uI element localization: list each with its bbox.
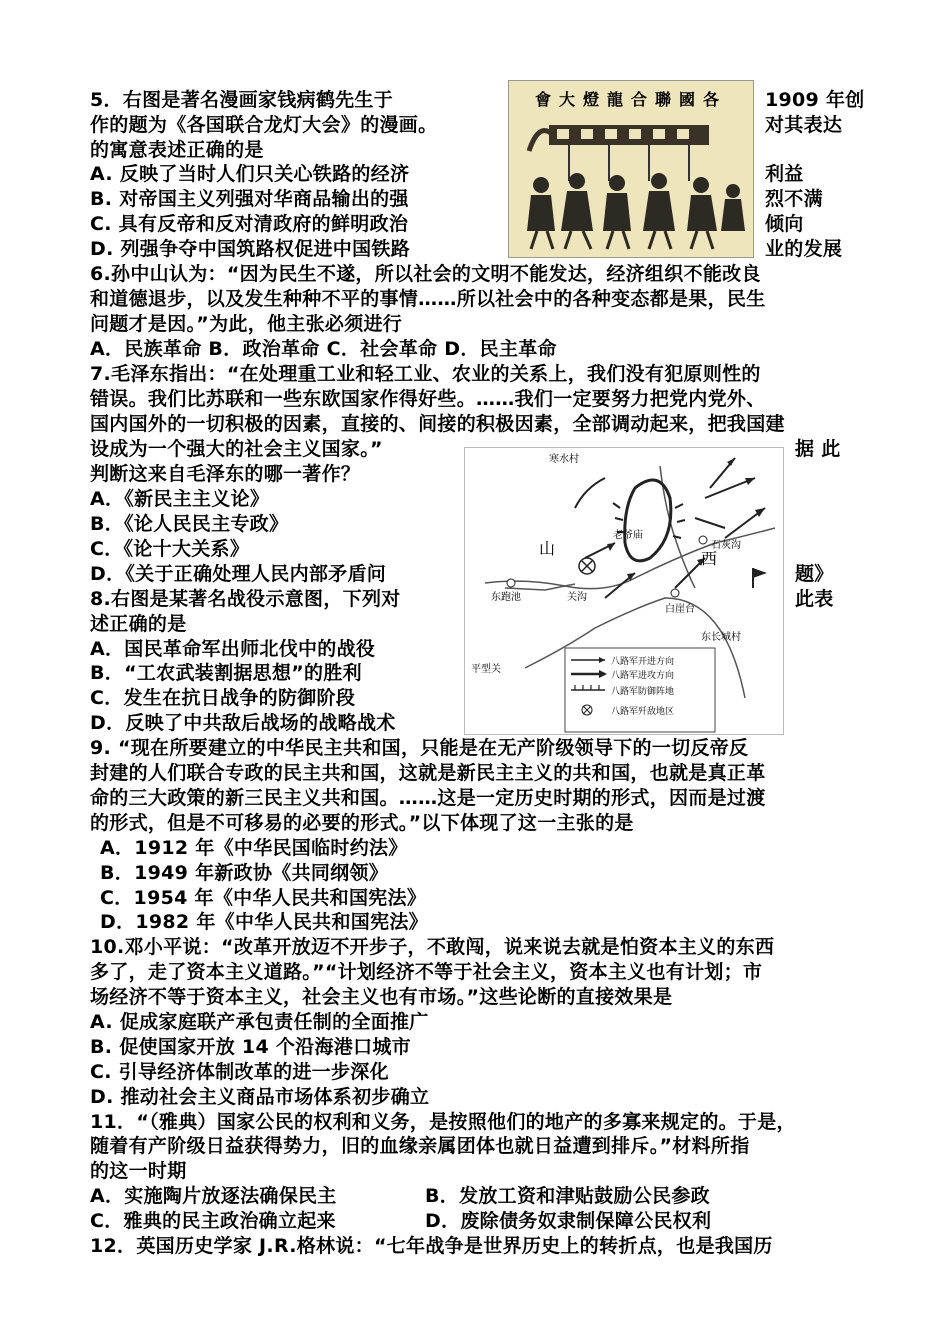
map-label-laoye: 老爷庙 (613, 530, 643, 541)
q7-option-d-cont: 题》 (795, 563, 834, 585)
q7-stem-line5: 判断这来自毛泽东的哪一著作？ (90, 463, 361, 485)
map-label-shihui: 石灰沟 (711, 540, 741, 551)
q11-option-a: A．实施陶片放逐法确保民主 (90, 1185, 337, 1207)
q10-option-b: B. 促使国家开放 14 个沿海港口城市 (90, 1036, 411, 1058)
q5-option-a-cont: 利益 (765, 163, 804, 185)
q5-stem-line3: 的寓意表述正确的是 (90, 139, 264, 161)
map-label-baiyatai: 白崖台 (665, 604, 695, 615)
q11-option-c: C．雅典的民主政治确立起来 (90, 1210, 336, 1232)
battle-map-figure (464, 447, 784, 735)
map-legend-3: 八路军防御阵地 (611, 687, 675, 697)
q7-stem-line3: 国内国外的一切积极的因素，直接的、间接的积极因素，全部调动起来，把我国建 (90, 413, 785, 435)
q8-stem-line1: 8.右图是某著名战役示意图，下列对 (90, 588, 401, 610)
q10-option-d: D. 推动社会主义商品市场体系初步确立 (90, 1086, 430, 1108)
q6-stem-line3: 问题才是因。”为此，他主张必须进行 (90, 313, 403, 335)
q7-stem-line4: 设成为一个强大的社会主义国家。” (90, 438, 383, 460)
q9-option-b: B．1949 年新政协《共同纲领》 (100, 862, 389, 884)
q5-option-a: A. 反映了当时人们只关心铁路的经济 (90, 163, 410, 185)
q10-stem-line3: 场经济不等于资本主义，社会主义也有市场。”这些论断的直接效果是 (90, 986, 673, 1008)
q5-stem-line1-cont: 1909 年创 (765, 89, 865, 111)
q9-stem-line1: 9. “现在所要建立的中华民主共和国，只能是在无产阶级领导下的一切反帝反 (90, 737, 749, 759)
q9-option-a: A．1912 年《中华民国临时约法》 (100, 837, 408, 859)
q5-option-d: D. 列强争夺中国筑路权促进中国铁路 (90, 238, 411, 260)
q6-stem-line2: 和道德退步，以及发生种种不平的事情……所以社会中的各种变态都是果，民生 (90, 288, 766, 310)
q5-option-c-cont: 倾向 (765, 213, 804, 235)
map-region-shan: 山 (539, 539, 556, 558)
q8-option-a: A．国民革命军出师北伐中的战役 (90, 638, 376, 660)
q10-stem-line2: 多了，走了资本主义道路。”“计划经济不等于社会主义，资本主义也有计划；市 (90, 961, 763, 983)
q7-option-a: A．《新民主主义论》 (90, 488, 270, 510)
q9-stem-line4: 的形式，但是不可移易的必要的形式。”以下体现了这一主张的是 (90, 812, 634, 834)
q11-stem-line1: 11．“（雅典）国家公民的权利和义务，是按照他们的地产的多寡来规定的。于是， (90, 1111, 796, 1133)
q8-option-b: B．“工农武装割据思想”的胜利 (90, 662, 362, 684)
q9-stem-line3: 命的三大政策的新三民主义共和国。……这是一定历史时期的形式，因而是过渡 (90, 787, 766, 809)
q7-option-d: D．《关于正确处理人民内部矛盾问 (90, 563, 387, 585)
q5-option-d-cont: 业的发展 (765, 238, 843, 260)
map-label-guangou: 关沟 (567, 592, 587, 603)
q6-options: A．民族革命 B．政治革命 C．社会革命 D．民主革命 (90, 338, 557, 360)
q10-option-c: C. 引导经济体制改革的进一步深化 (90, 1061, 389, 1083)
q9-option-c: C．1954 年《中华人民共和国宪法》 (100, 887, 427, 909)
map-label-dongchangcheng: 东长城村 (701, 632, 741, 643)
q9-option-d: D．1982 年《中华人民共和国宪法》 (100, 911, 428, 933)
map-label-hanshui: 寒水村 (549, 454, 579, 465)
cartoon-caption: 會大燈龍合聯國各 (534, 90, 727, 109)
cartoon-figure (508, 80, 754, 258)
q7-stem-line2: 错误。我们比苏联和一些东欧国家作得好些。……我们一定要努力把党内党外、 (90, 388, 766, 410)
q7-stem-line4-cont: 据 此 (795, 438, 841, 460)
q10-stem-line1: 10.邓小平说：“改革开放迈不开步子，不敢闯，说来说去就是怕资本主义的东西 (90, 936, 775, 958)
map-label-pingxingguan: 平型关 (471, 664, 501, 675)
q8-option-d: D．反映了中共敌后战场的战略战术 (90, 712, 396, 734)
q10-option-a: A. 促成家庭联产承包责任制的全面推广 (90, 1011, 429, 1033)
q5-option-b: B. 对帝国主义列强对华商品输出的强 (90, 188, 409, 210)
q5-option-c: C. 具有反帝和反对清政府的鲜明政治 (90, 213, 409, 235)
q5-stem-line1: 5．右图是著名漫画家钱病鹤先生于 (90, 89, 394, 111)
q7-stem-line1: 7.毛泽东指出：“在处理重工业和轻工业、农业的关系上，我们没有犯原则性的 (90, 363, 761, 385)
q8-stem-line1-cont: 此表 (795, 588, 834, 610)
q8-option-c: C．发生在抗日战争的防御阶段 (90, 687, 356, 709)
q5-stem-line2-cont: 对其表达 (765, 114, 843, 136)
q11-stem-line2: 随着有产阶级日益获得势力，旧的血缘亲属团体也就日益遭到排斥。”材料所指 (90, 1135, 750, 1157)
q5-stem-line2: 作的题为《各国联合龙灯大会》的漫画。 (90, 114, 438, 136)
map-legend-4: 八路军歼敌地区 (611, 707, 675, 717)
q12-stem-line1: 12．英国历史学家 J.R.格林说：“七年战争是世界历史上的转折点，也是我国历 (90, 1235, 773, 1257)
q7-option-b: B．《论人民民主专政》 (90, 513, 289, 535)
map-legend-2: 八路军进攻方向 (611, 671, 675, 681)
q5-option-b-cont: 烈不满 (765, 188, 823, 210)
q9-stem-line2: 封建的人们联合专政的民主共和国，这就是新民主主义的共和国，也就是真正革 (90, 762, 766, 784)
q8-stem-line2: 述正确的是 (90, 613, 187, 635)
q7-option-c: C．《论十大关系》 (90, 538, 250, 560)
q11-option-b: B．发放工资和津贴鼓励公民参政 (425, 1185, 710, 1207)
q6-stem-line1: 6.孙中山认为：“因为民生不遂，所以社会的文明不能发达，经济组织不能改良 (90, 263, 761, 285)
q11-option-d: D．废除债务奴隶制保障公民权利 (425, 1210, 712, 1232)
map-region-xi: 西 (701, 549, 718, 568)
cartoon-drawing (509, 81, 753, 257)
map-legend-1: 八路军开进方向 (611, 657, 675, 667)
map-label-dongpao: 东跑池 (491, 592, 521, 603)
q11-stem-line3: 的这一时期 (90, 1160, 187, 1182)
